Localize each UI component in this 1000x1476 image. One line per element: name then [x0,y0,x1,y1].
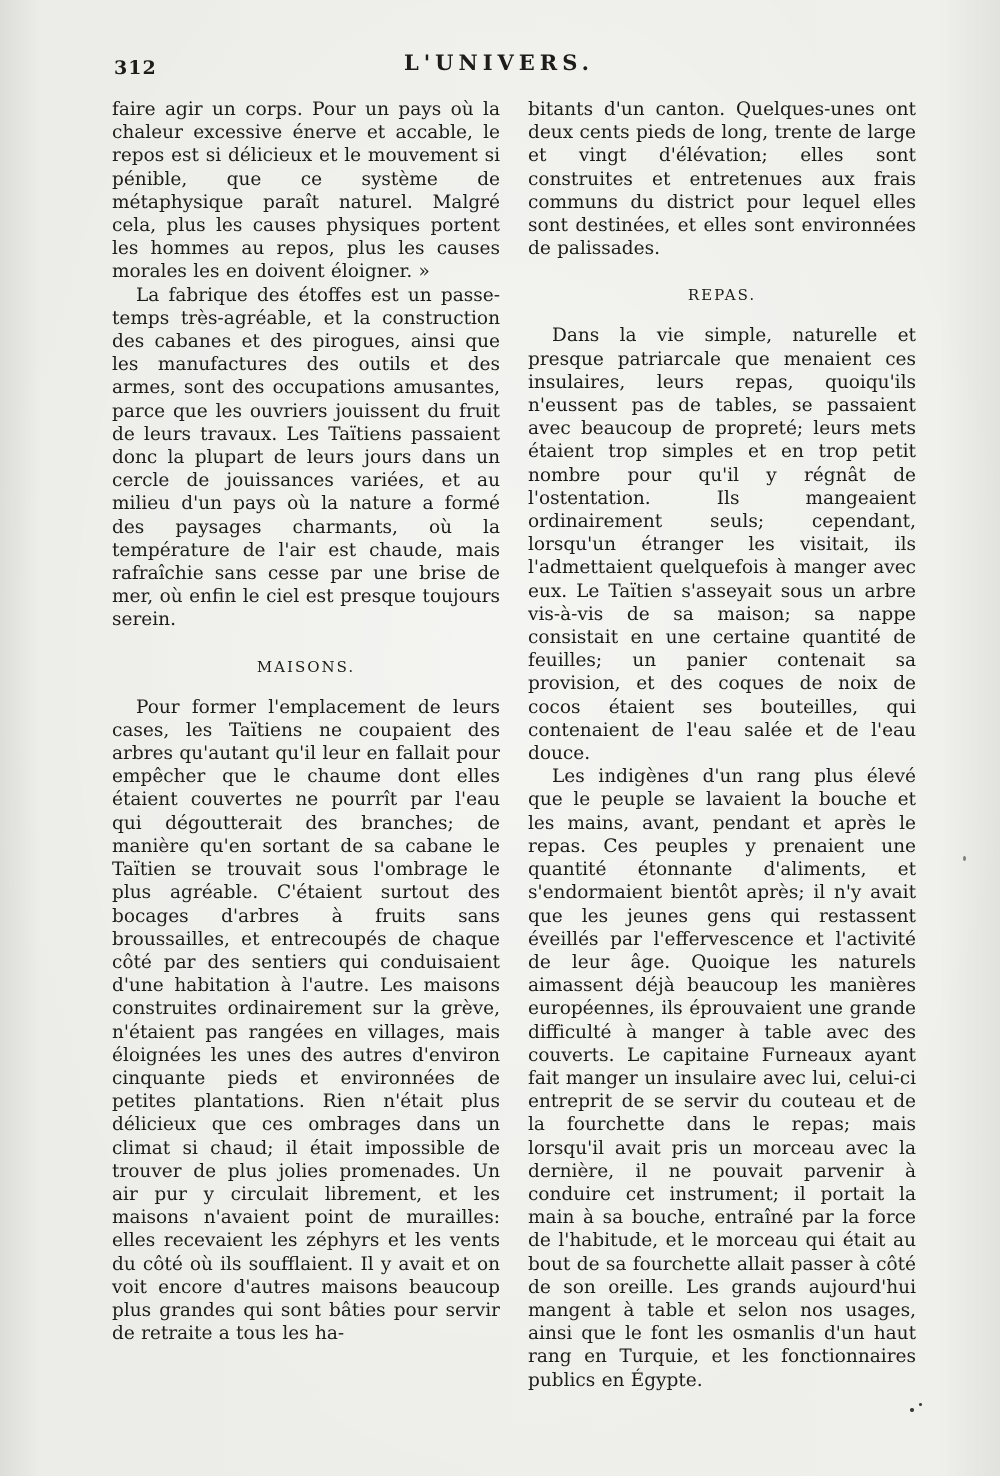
right-column [528,98,916,1392]
scan-speck [910,1408,914,1412]
section-heading-maisons: MAISONS. [256,657,356,676]
section-heading-repas: REPAS. [687,286,757,305]
body-paragraph: Pour former l'emplacement de leurs cases, les Taïtiens ne coupaient des arbres qu'autant qu'il leur en fallait pour empêcher que le chaume dont elles étaient couvertes ne pourrît par l'eau qui dégoutterait des branches; de manière qu'en sortant de sa cabane le Taïtien se trouvait sous l'ombrage le plus agréable. C'étaient surtout des bocages d'arbres à fruits sans broussailles, et entrecoupés de chaque côté par des sentiers qui conduisaient d'une habitation à l'autre. Les maisons construites ordinairement sur la grève, n'étaient pas rangées en villages, mais éloignées les unes des autres d'environ cinquante pieds et environnées de petites plantations. Rien n'était plus délicieux que ces ombrages dans un climat si chaud; il était impossible de trouver de plus jolies promenades. Un air pur y circulait librement, et les maisons n'avaient point de murailles: elles recevaient les zéphyrs et les vents du côté où ils soufflaient. Il y avait et on voit encore d'autres maisons beaucoup plus grandes qui sont bâties pour servir de retraite a tous les ha- [112,696,500,1345]
body-paragraph: Dans la vie simple, naturelle et presque patriarcale que menaient ces insulaires, leurs repas, quoiqu'ils n'eussent pas de tables, se passaient avec beaucoup de propreté; leurs mets étaient trop simples et en trop petit nombre pour qu'il y régnât de l'ostentation. Ils mangeaient ordinairement seuls; cependant, lorsqu'un étranger les visitait, ils l'admettaient quelquefois à manger avec eux. Le Taïtien s'asseyait sous un arbre vis-à-vis de sa maison; sa nappe consistait en une certaine quantité de feuilles; un panier contenait sa provision, et des coques de noix de cocos étaient ses bouteilles, qui contenaient de l'eau salée et de l'eau douce. [528,325,916,765]
body-paragraph: La fabrique des étoffes est un passe-temps très-agréable, et la construction des cabanes et des pirogues, ainsi que les manufactures des outils et des armes, sont des occupations amusantes, parce que les ouvriers jouissent du fruit de leurs travaux. Les Taïtiens passaient donc la plupart de leurs jours dans un cercle de jouissances variées, et au milieu d'un pays où la nature a formé des paysages charmants, où la température de l'air est chaude, mais rafraîchie sans cesse par une brise de mer, où enfin le ciel est presque toujours serein. [112,284,500,631]
body-paragraph: bitants d'un canton. Quelques-unes ont deux cents pieds de long, trente de large et vingt d'élévation; elles sont construites et entretenues aux frais communs du district pour lequel elles sont destinées, et elles sont environnées de palissades. [528,99,916,260]
page-number: 312 [114,57,157,79]
text-columns [112,98,916,1392]
page-header [112,50,916,84]
running-title: L'UNIVERS. [403,50,594,75]
left-column [112,98,500,1392]
body-paragraph: Les indigènes d'un rang plus élevé que le peuple se lavaient la bouche et les mains, avant, pendant et après le repas. Ces peuples y prenaient une quantité étonnante d'aliments, et s'endormaient bientôt après; il n'y avait que les jeunes gens qui restassent éveillés par l'effervescence et l'activité de leur âge. Quoique les naturels aimassent déjà beaucoup les manières européennes, ils éprouvaient une grande difficulté à manger à table avec des couverts. Le capitaine Furneaux ayant fait manger un insulaire avec lui, celui-ci entreprit de se servir du couteau et de la fourchette dans le repas; mais lorsqu'il avait pris un morceau avec la dernière, il ne pouvait parvenir à conduire cet instrument; il portait la main à sa bouche, entraîné par la force de l'habitude, et le morceau qui était au bout de sa fourchette allait passer à côté de son oreille. Les grands aujourd'hui mangent à table et selon nos usages, ainsi que le font les osmanlis d'un haut rang en Turquie, et les fonctionnaires publics en Égypte. [528,766,916,1391]
scan-speck [963,856,966,861]
scan-speck [919,1403,922,1406]
body-paragraph: faire agir un corps. Pour un pays où la chaleur excessive énerve et accable, le repos est si délicieux et le mouvement si pénible, que ce système de métaphysique paraît naturel. Malgré cela, plus les causes physiques portent les hommes au repos, plus les causes morales les en doivent éloigner. » [112,99,500,283]
